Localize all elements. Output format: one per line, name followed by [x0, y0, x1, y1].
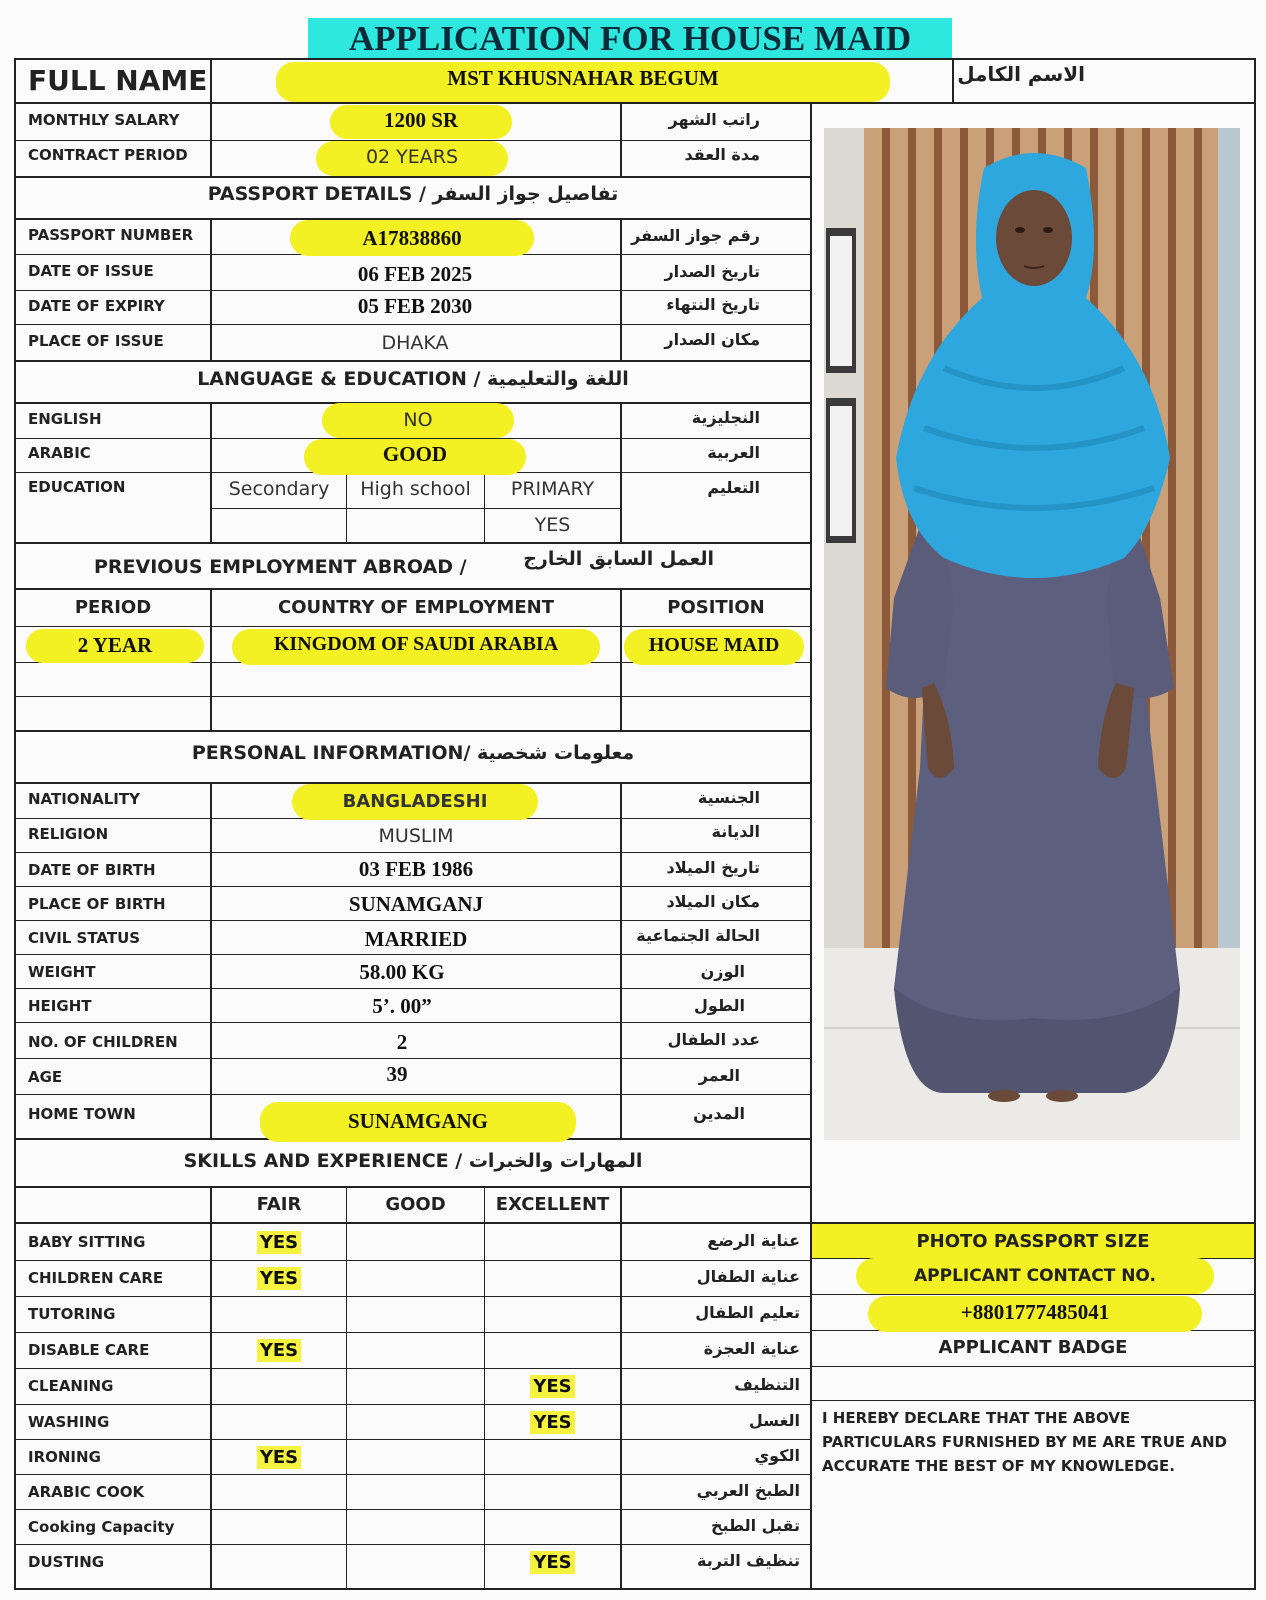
full-name-arabic: الاسم الكامل: [957, 62, 1085, 86]
religion-value: MUSLIM: [378, 825, 454, 847]
skill-arabic: الكوي: [754, 1446, 800, 1465]
employment-heading: PREVIOUS EMPLOYMENT ABROAD /: [94, 556, 467, 578]
skill-yes-cell: [212, 1268, 346, 1289]
passport-number-arabic: رقم جواز السفر: [631, 226, 760, 245]
english-value: NO: [403, 409, 433, 431]
pob-value: SUNAMGANJ: [348, 892, 484, 916]
skill-yes-mark: YES: [257, 1267, 301, 1290]
children-arabic: عدد الطفال: [667, 1030, 760, 1049]
skill-yes-mark: YES: [257, 1446, 301, 1469]
full-name-label: FULL NAME: [28, 64, 208, 97]
skill-yes-mark: YES: [530, 1551, 574, 1574]
contract-arabic: مدة العقد: [684, 145, 760, 164]
dob-value: 03 FEB 1986: [358, 857, 474, 881]
full-name-value: MST KHUSNAHAR BEGUM: [447, 66, 719, 90]
skill-label: TUTORING: [28, 1305, 116, 1323]
skill-label: WASHING: [28, 1413, 110, 1431]
employment-period: 2 YEAR: [77, 633, 153, 657]
skills-heading: SKILLS AND EXPERIENCE / المهارات والخبرات: [183, 1150, 643, 1172]
skill-arabic: عناية الرضع: [707, 1231, 800, 1250]
skills-col-fair: FAIR: [256, 1194, 302, 1215]
contact-number: +8801777485041: [960, 1300, 1110, 1324]
skill-arabic: الطبخ العربي: [696, 1481, 800, 1500]
age-label: AGE: [28, 1068, 63, 1086]
skill-label: BABY SITTING: [28, 1233, 146, 1251]
skill-arabic: التنظيف: [734, 1375, 800, 1394]
expiry-date-value: 05 FEB 2030: [357, 294, 473, 318]
weight-label: WEIGHT: [28, 963, 96, 981]
skill-label: IRONING: [28, 1448, 101, 1466]
civil-status-value: MARRIED: [364, 927, 468, 951]
skill-yes-mark: YES: [530, 1411, 574, 1434]
height-value: 5’. 00”: [372, 994, 432, 1018]
skill-yes-cell: [212, 1340, 346, 1361]
issue-place-arabic: مكان الصدار: [664, 330, 760, 349]
skill-yes-cell: [485, 1412, 620, 1433]
hometown-value: SUNAMGANG: [348, 1109, 488, 1133]
contact-label: APPLICANT CONTACT NO.: [914, 1266, 1156, 1286]
height-arabic: الطول: [694, 996, 745, 1015]
education-label: EDUCATION: [28, 478, 126, 496]
education-primary: PRIMARY: [510, 478, 595, 500]
personal-heading: PERSONAL INFORMATION/ معلومات شخصية: [191, 742, 635, 764]
arabic-value: GOOD: [382, 442, 448, 466]
hometown-arabic: المدين: [693, 1104, 745, 1123]
skill-yes-cell: [485, 1376, 620, 1397]
applicant-badge: APPLICANT BADGE: [938, 1337, 1128, 1358]
arabic-lang-arabic: العربية: [707, 443, 760, 462]
dob-label: DATE OF BIRTH: [28, 861, 156, 879]
skill-yes-mark: YES: [257, 1231, 301, 1254]
issue-place-label: PLACE OF ISSUE: [28, 332, 164, 350]
employment-position: HOUSE MAID: [648, 634, 780, 656]
civil-status-arabic: الحالة الجتماعية: [636, 926, 760, 945]
skill-label: CHILDREN CARE: [28, 1269, 164, 1287]
skill-label: DISABLE CARE: [28, 1341, 150, 1359]
skill-arabic: الغسل: [748, 1411, 800, 1430]
pob-label: PLACE OF BIRTH: [28, 895, 166, 913]
expiry-date-arabic: تاريخ النتهاء: [666, 295, 760, 314]
education-secondary: Secondary: [228, 478, 330, 500]
nationality-value: BANGLADESHI: [342, 791, 488, 812]
children-value: 2: [396, 1030, 408, 1054]
civil-status-label: CIVIL STATUS: [28, 929, 141, 947]
salary-arabic: راتب الشهر: [668, 110, 760, 129]
salary-value: 1200 SR: [383, 108, 459, 132]
language-heading: LANGUAGE & EDUCATION / اللغة والتعليمية: [197, 368, 629, 390]
religion-arabic: الديانة: [711, 822, 760, 841]
passport-number-value: A17838860: [362, 226, 462, 250]
arabic-label: ARABIC: [28, 444, 91, 462]
skill-yes-mark: YES: [530, 1375, 574, 1398]
nationality-label: NATIONALITY: [28, 790, 140, 808]
skill-arabic: عناية الطفال: [696, 1267, 800, 1286]
education-primary-answer: YES: [534, 514, 571, 536]
skills-col-excellent: EXCELLENT: [495, 1194, 610, 1215]
skill-yes-mark: YES: [257, 1339, 301, 1362]
applicant-photo: [824, 128, 1240, 1140]
declaration-text: I HEREBY DECLARE THAT THE ABOVE PARTICULARS FURNISHED BY ME ARE TRUE AND ACCURATE THE BEST OF MY KNOWLEDGE.: [822, 1409, 1227, 1475]
employment-col-period: PERIOD: [74, 597, 152, 618]
education-arabic: التعليم: [707, 478, 760, 497]
skill-arabic: تعليم الطفال: [695, 1303, 800, 1322]
nationality-arabic: الجنسية: [697, 788, 760, 807]
education-high-school: High school: [360, 478, 471, 500]
page-title: APPLICATION FOR HOUSE MAID: [348, 19, 912, 58]
weight-value: 58.00 KG: [359, 960, 445, 984]
skill-arabic: تنظيف التربة: [697, 1551, 800, 1570]
expiry-date-label: DATE OF EXPIRY: [28, 297, 165, 315]
passport-heading: PASSPORT DETAILS / تفاصيل جواز السفر: [207, 183, 619, 205]
skill-arabic: عناية العجزة: [703, 1339, 800, 1358]
skill-yes-cell: [212, 1232, 346, 1253]
skill-arabic: تقبل الطبخ: [710, 1516, 800, 1535]
skill-label: ARABIC COOK: [28, 1483, 145, 1501]
skill-yes-cell: [485, 1552, 620, 1573]
contract-label: CONTRACT PERIOD: [28, 146, 188, 164]
photo-passport-label: PHOTO PASSPORT SIZE: [916, 1231, 1150, 1252]
employment-country: KINGDOM OF SAUDI ARABIA: [273, 633, 559, 655]
age-arabic: العمر: [698, 1066, 740, 1085]
employment-col-position: POSITION: [667, 597, 765, 618]
pob-arabic: مكان الميلاد: [666, 892, 760, 911]
applicant-photo-image: [824, 128, 1240, 1140]
children-label: NO. OF CHILDREN: [28, 1033, 178, 1051]
employment-col-country: COUNTRY OF EMPLOYMENT: [278, 597, 554, 618]
skill-label: Cooking Capacity: [28, 1518, 175, 1536]
height-label: HEIGHT: [28, 997, 92, 1015]
salary-label: MONTHLY SALARY: [28, 111, 180, 129]
skills-col-good: GOOD: [385, 1194, 446, 1215]
english-label: ENGLISH: [28, 410, 102, 428]
hometown-label: HOME TOWN: [28, 1105, 136, 1123]
religion-label: RELIGION: [28, 825, 109, 843]
issue-date-value: 06 FEB 2025: [357, 262, 473, 286]
age-value: 39: [386, 1062, 408, 1086]
contract-value: 02 YEARS: [365, 146, 459, 168]
weight-arabic: الوزن: [700, 962, 745, 981]
skill-label: DUSTING: [28, 1553, 105, 1571]
employment-heading-arabic: العمل السابق الخارج: [523, 548, 714, 570]
english-arabic: النجليزية: [691, 408, 760, 427]
skill-label: CLEANING: [28, 1377, 114, 1395]
issue-date-arabic: تاريخ الصدار: [664, 262, 760, 281]
issue-place-value: DHAKA: [381, 332, 449, 354]
issue-date-label: DATE OF ISSUE: [28, 262, 154, 280]
skill-yes-cell: [212, 1447, 346, 1468]
passport-number-label: PASSPORT NUMBER: [28, 226, 194, 244]
dob-arabic: تاريخ الميلاد: [666, 858, 760, 877]
